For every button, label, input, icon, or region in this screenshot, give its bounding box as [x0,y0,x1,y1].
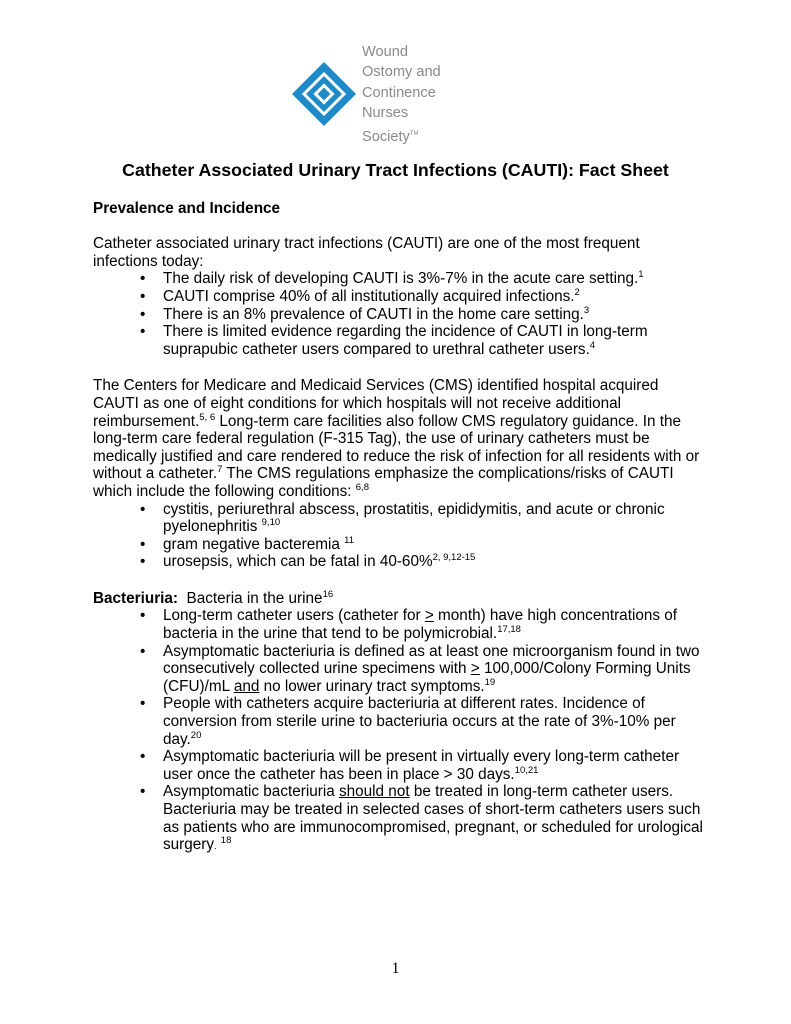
citation: 16 [322,588,334,600]
trademark-mark: TM [409,130,419,137]
greater-equal-symbol: > [424,607,434,625]
bacteriuria-intro: Bacteriuria: Bacteria in the urine$^{16}$ [93,588,334,607]
citation: 7 [217,464,223,476]
prevalence-list [93,270,703,358]
citation: 19 [484,676,496,688]
document-body [93,200,703,856]
citation: 20 [190,729,202,741]
citation: 10,21 [514,764,539,776]
emphasis-should-not: should not [338,783,410,801]
list-item: • The daily risk of developing CAUTI is 3%-7% in the acute care setting.$^1$ [163,270,703,288]
list-item: • There is an 8% prevalence of CAUTI in the home care setting.$^3$ [163,306,703,324]
citation: 2, 9,12-15 [432,552,476,564]
logo-line: Wound [362,44,408,60]
citation: 3 [583,304,590,316]
citation: 6,8 [355,481,369,493]
wocn-logo [290,40,450,150]
list-item: • Asymptomatic bacteriuria is defined as at least one microorganism found in two consecutively collected urine specimens with > 100,000/Colony Forming Units (CFU)/mL and no lower urinary tract symptoms.$^{19}$ [163,643,703,696]
citation: 17,18 [497,624,521,636]
citation: 5, 6 [199,411,216,423]
list-item: • CAUTI comprise 40% of all institutionally acquired infections.$^2$ [163,288,703,306]
emphasis-and: and [233,677,260,695]
bacteriuria-list [93,607,703,855]
citation: 4 [589,339,596,351]
citation: 9,10 [261,517,281,529]
citation: 2 [574,286,580,298]
list-item: • gram negative bacteremia $^{11}$ [163,536,703,554]
logo-line: Nurses [362,105,409,122]
list-item: • Asymptomatic bacteriuria will be present in virtually every long-term catheter user once the catheter has been in place > 30 days.$^{10,21}$ [163,748,703,783]
list-item: • urosepsis, which can be fatal in 40-60%$^{2, 9,12-15}$ [163,553,703,571]
cms-conditions-list [93,501,703,571]
section-heading-prevalence: Prevalence and Incidence [93,200,281,217]
list-item: • There is limited evidence regarding the incidence of CAUTI in long-term suprapubic catheter users compared to urethral catheter users.$^4$ [163,323,703,358]
cms-paragraph: The Centers for Medicare and Medicaid Services (CMS) identified hospital acquired CAUTI as one of eight conditions for which hospitals will not receive additional reimbursement.$^{5, 6}$ Long-term care facilities also follow CMS regulatory guidance. In the long-term care federal regulation (F-315 Tag), the use of urinary catheters must be medically justified and care rendered to reduce the risk of infection for all residents with or without a catheter.$^7$ The CMS regulations emphasize the complications/risks of CAUTI which include the following conditions: $^{6,8}$ [93,377,700,500]
list-item: • Asymptomatic bacteriuria should not be treated in long-term catheter users. Bacteriuria may be treated in selected cases of short-term catheters users such as patients who are immunocompromised, pregnant, or scheduled for urological surgery. $^{18}$ [163,783,703,855]
logo-line: Ostomy and [362,64,441,81]
list-item: • People with catheters acquire bacteriuria at different rates. Incidence of conversion from sterile urine to bacteriuria occurs at the rate of 3%-10% per day.$^{20}$ [163,695,703,748]
greater-equal-symbol: > [470,660,480,678]
citation: 1 [638,269,644,281]
prevalence-intro: Catheter associated urinary tract infections (CAUTI) are one of the most frequent infections today: [93,235,640,270]
section-heading-bacteriuria: Bacteriuria: [93,589,179,607]
citation: 18 [220,835,232,847]
logo-wordmark [362,42,441,147]
citation: 11 [344,534,354,546]
page-title: Catheter Associated Urinary Tract Infections (CAUTI): Fact Sheet [122,160,669,180]
list-item: • cystitis, periurethral abscess, prostatitis, epididymitis, and acute or chronic pyelonephritis $^{9,10}$ [163,501,703,536]
logo-line: Society [362,128,410,145]
list-item: • Long-term catheter users (catheter for > month) have high concentrations of bacteria in the urine that tend to be polymicrobial.$^{17,18}$ [163,607,703,642]
page-number: 1 [391,960,400,977]
logo-line: Continence [362,84,436,101]
wocn-diamond-icon [290,60,358,128]
